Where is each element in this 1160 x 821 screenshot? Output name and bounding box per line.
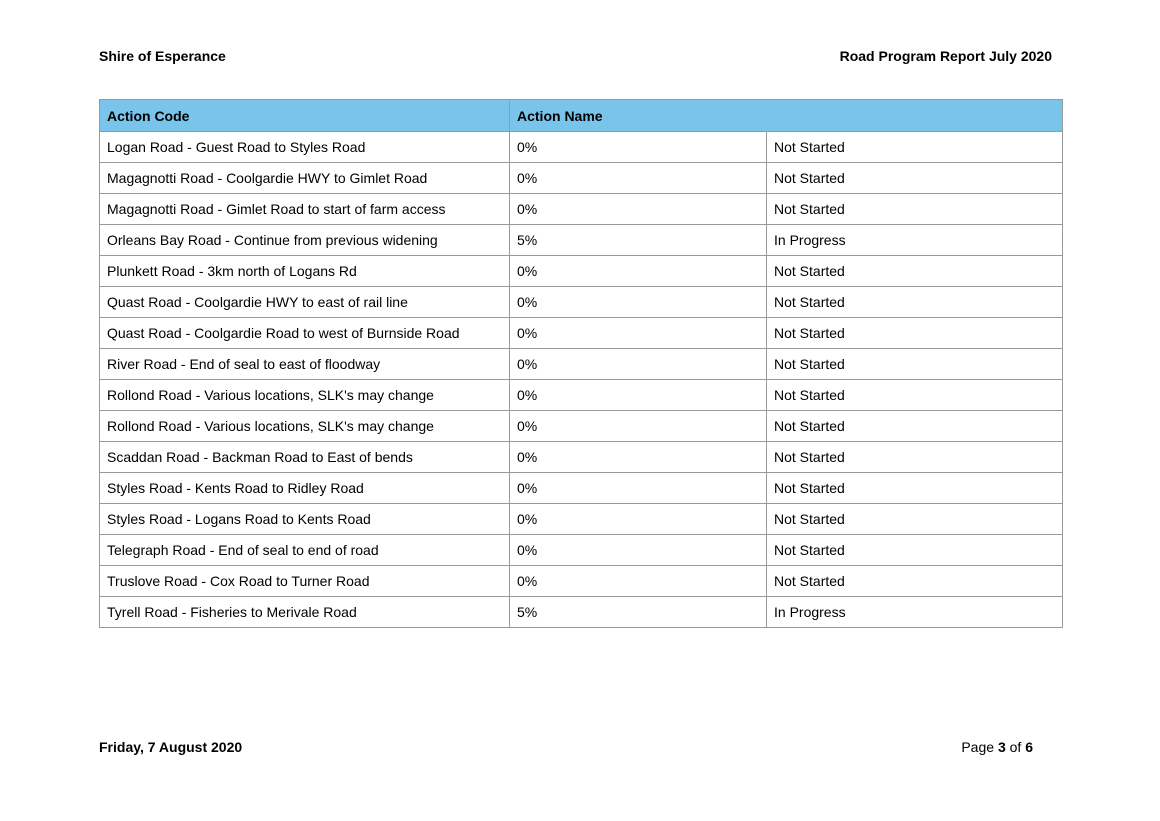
organisation-name: Shire of Esperance — [99, 48, 226, 64]
row-action-name: Logan Road - Guest Road to Styles Road — [100, 132, 510, 163]
row-status: Not Started — [767, 535, 1063, 566]
row-progress: 0% — [510, 566, 767, 597]
row-action-name: Styles Road - Logans Road to Kents Road — [100, 504, 510, 535]
row-action-name: Scaddan Road - Backman Road to East of bends — [100, 442, 510, 473]
report-date: Friday, 7 August 2020 — [99, 739, 243, 755]
row-action-name: Magagnotti Road - Gimlet Road to start of farm access — [100, 194, 510, 225]
row-status: Not Started — [767, 411, 1063, 442]
row-progress: 0% — [510, 163, 767, 194]
table-row — [100, 163, 1063, 194]
row-progress: 0% — [510, 411, 767, 442]
row-status: Not Started — [767, 473, 1063, 504]
row-action-name: Styles Road - Kents Road to Ridley Road — [100, 473, 510, 504]
row-action-name: Plunkett Road - 3km north of Logans Rd — [100, 256, 510, 287]
row-status: Not Started — [767, 318, 1063, 349]
row-progress: 0% — [510, 380, 767, 411]
table-row — [100, 535, 1063, 566]
table-row — [100, 349, 1063, 380]
row-action-name: Magagnotti Road - Coolgardie HWY to Gimlet Road — [100, 163, 510, 194]
row-progress: 0% — [510, 287, 767, 318]
table-body — [100, 132, 1063, 628]
row-action-name: Quast Road - Coolgardie HWY to east of rail line — [100, 287, 510, 318]
row-status: Not Started — [767, 287, 1063, 318]
row-progress: 5% — [510, 597, 767, 628]
row-status: Not Started — [767, 132, 1063, 163]
report-title: Road Program Report July 2020 — [839, 48, 1052, 64]
row-progress: 0% — [510, 318, 767, 349]
table-row — [100, 225, 1063, 256]
row-status: Not Started — [767, 349, 1063, 380]
row-action-name: Tyrell Road - Fisheries to Merivale Road — [100, 597, 510, 628]
row-status: Not Started — [767, 256, 1063, 287]
row-action-name: Truslove Road - Cox Road to Turner Road — [100, 566, 510, 597]
table-row — [100, 287, 1063, 318]
row-action-name: Rollond Road - Various locations, SLK's may change — [100, 380, 510, 411]
table-row — [100, 256, 1063, 287]
table-row — [100, 380, 1063, 411]
row-status: Not Started — [767, 504, 1063, 535]
table-row — [100, 194, 1063, 225]
row-status: Not Started — [767, 194, 1063, 225]
table-row — [100, 597, 1063, 628]
row-action-name: River Road - End of seal to east of floodway — [100, 349, 510, 380]
page-label: Page — [961, 739, 995, 755]
row-progress: 0% — [510, 504, 767, 535]
row-progress: 0% — [510, 442, 767, 473]
row-progress: 0% — [510, 194, 767, 225]
row-action-name: Telegraph Road - End of seal to end of road — [100, 535, 510, 566]
page-current: 3 — [997, 739, 1006, 755]
row-action-name: Rollond Road - Various locations, SLK's may change — [100, 411, 510, 442]
table-header-row — [100, 100, 1063, 132]
row-status: Not Started — [767, 566, 1063, 597]
column-header-action-code: Action Code — [100, 100, 510, 132]
road-program-table — [99, 99, 1063, 628]
row-progress: 0% — [510, 132, 767, 163]
table-row — [100, 473, 1063, 504]
row-status: In Progress — [767, 597, 1063, 628]
row-action-name: Quast Road - Coolgardie Road to west of Burnside Road — [100, 318, 510, 349]
table-row — [100, 318, 1063, 349]
page-total: 6 — [1025, 739, 1033, 755]
table-row — [100, 132, 1063, 163]
row-progress: 0% — [510, 473, 767, 504]
table-row — [100, 442, 1063, 473]
row-action-name: Orleans Bay Road - Continue from previous widening — [100, 225, 510, 256]
row-progress: 0% — [510, 535, 767, 566]
row-progress: 0% — [510, 256, 767, 287]
column-header-action-name: Action Name — [510, 100, 1063, 132]
row-progress: 5% — [510, 225, 767, 256]
page-number — [961, 739, 1033, 755]
table-row — [100, 411, 1063, 442]
page-of: of — [1009, 739, 1022, 755]
row-status: Not Started — [767, 442, 1063, 473]
row-status: Not Started — [767, 380, 1063, 411]
table-row — [100, 504, 1063, 535]
row-status: Not Started — [767, 163, 1063, 194]
table-row — [100, 566, 1063, 597]
row-status: In Progress — [767, 225, 1063, 256]
row-progress: 0% — [510, 349, 767, 380]
